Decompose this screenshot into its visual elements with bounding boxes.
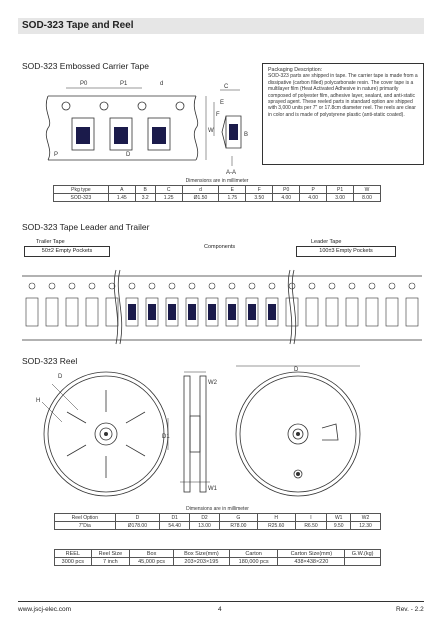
label-w: W xyxy=(208,128,214,134)
trailer-pockets: 50±2 Empty Pockets xyxy=(24,246,110,257)
table-cell xyxy=(345,558,381,566)
sprocket-hole xyxy=(149,283,155,289)
tape-pocket xyxy=(326,298,338,326)
dims1-caption: Dimensions are in millimeter xyxy=(185,178,249,184)
table-cell: W1 xyxy=(327,514,351,522)
trailer-label: Trailer Tape xyxy=(36,239,65,245)
table-cell: F xyxy=(246,186,273,194)
tape-pocket xyxy=(386,298,398,326)
reel-dimensions-table xyxy=(54,505,381,530)
table-cell: Ø178.00 xyxy=(115,522,160,530)
packaging-description-box xyxy=(262,63,424,165)
sprocket-hole xyxy=(129,283,135,289)
table-cell: 3.00 xyxy=(327,194,354,202)
dims2-caption: Dimensions are in millimeter xyxy=(186,506,249,512)
table-cell: C xyxy=(155,186,182,194)
label-p0: P0 xyxy=(80,81,88,87)
reel-label-d: D xyxy=(58,374,63,380)
tape-pocket xyxy=(26,298,38,326)
label-c: C xyxy=(224,84,229,90)
component-part xyxy=(268,304,276,320)
component-part xyxy=(128,304,136,320)
table-cell: Carton xyxy=(229,550,278,558)
label-section: A-A xyxy=(226,170,237,176)
tape-pocket xyxy=(346,298,358,326)
table-cell: 7"Dia xyxy=(55,522,116,530)
tape-pocket xyxy=(306,298,318,326)
sprocket-hole xyxy=(29,283,35,289)
leader-tape-drawing xyxy=(20,258,424,348)
table-cell: 13.00 xyxy=(190,522,220,530)
table-cell: 1.25 xyxy=(155,194,182,202)
table-cell: 3000 pcs xyxy=(55,558,92,566)
sprocket-hole xyxy=(89,283,95,289)
table-cell: Carton Size(mm) xyxy=(278,550,345,558)
reel-title: SOD-323 Reel xyxy=(22,356,78,366)
sprocket-hole xyxy=(249,283,255,289)
table-row xyxy=(55,522,381,530)
page-header xyxy=(18,18,424,34)
carrier-title: SOD-323 Embossed Carrier Tape xyxy=(22,61,149,71)
sprocket-hole xyxy=(269,283,275,289)
reel-label-h: H xyxy=(36,398,41,404)
label-b: B xyxy=(244,132,249,138)
table-cell: 1.45 xyxy=(108,194,135,202)
table-header-row xyxy=(55,550,381,558)
table-cell: W xyxy=(354,186,381,194)
table-cell: P0 xyxy=(273,186,300,194)
tape-pocket xyxy=(366,298,378,326)
table-header-row xyxy=(55,514,381,522)
table-cell: 54.40 xyxy=(160,522,190,530)
reel-drawing xyxy=(22,362,422,502)
table-cell: A xyxy=(108,186,135,194)
table-cell: REEL xyxy=(55,550,92,558)
table-cell: P xyxy=(300,186,327,194)
component-part xyxy=(248,304,256,320)
table-cell: 180,000 pcs xyxy=(229,558,278,566)
sprocket-hole xyxy=(49,283,55,289)
label-f: F xyxy=(216,112,220,118)
sprocket-hole xyxy=(369,283,375,289)
table-cell: Pkg type xyxy=(54,186,109,194)
packing-table xyxy=(54,549,381,566)
table-cell: 7 inch xyxy=(91,558,130,566)
sprocket-hole xyxy=(229,283,235,289)
table-cell: 4.00 xyxy=(300,194,327,202)
table-cell: 8.00 xyxy=(354,194,381,202)
components-label: Components xyxy=(204,244,236,250)
label-p1: P1 xyxy=(120,81,128,87)
packaging-title: Packaging Description: xyxy=(268,67,323,73)
table-cell: Ø1.50 xyxy=(182,194,219,202)
table-cell: D xyxy=(115,514,160,522)
leader-title: SOD-323 Tape Leader and Trailer xyxy=(22,222,150,232)
footer-page: 4 xyxy=(218,606,222,613)
leader-label: Leader Tape xyxy=(311,239,342,245)
footer-divider xyxy=(18,601,424,602)
sprocket-hole xyxy=(169,283,175,289)
table-cell: 12.30 xyxy=(351,522,381,530)
table-cell: Box Size(mm) xyxy=(174,550,230,558)
sprocket-hole xyxy=(349,283,355,289)
sprocket-hole xyxy=(189,283,195,289)
tape-pocket xyxy=(406,298,418,326)
table-cell: d xyxy=(182,186,219,194)
table-cell: G xyxy=(219,514,257,522)
table-cell: 3.2 xyxy=(135,194,155,202)
sprocket-hole xyxy=(209,283,215,289)
table-cell: R6.50 xyxy=(295,522,327,530)
label-e: E xyxy=(220,100,225,106)
label-p: P xyxy=(54,152,59,158)
table-cell: B xyxy=(135,186,155,194)
tape-pocket xyxy=(66,298,78,326)
table-cell: E xyxy=(219,186,246,194)
table-cell: 203×203×195 xyxy=(174,558,230,566)
table-cell: 4.00 xyxy=(273,194,300,202)
component-part xyxy=(148,304,156,320)
component-part xyxy=(188,304,196,320)
table-cell: G.W.(kg) xyxy=(345,550,381,558)
carrier-dimensions-table xyxy=(53,177,381,202)
table-row xyxy=(55,558,381,566)
component-part xyxy=(168,304,176,320)
table-cell: 1.75 xyxy=(219,194,246,202)
table-cell: R25.60 xyxy=(257,522,295,530)
sprocket-hole xyxy=(309,283,315,289)
table-cell: W2 xyxy=(351,514,381,522)
reel-label-w1: W1 xyxy=(208,486,217,492)
sprocket-hole xyxy=(329,283,335,289)
table-cell: Box xyxy=(130,550,174,558)
tape-pocket xyxy=(46,298,58,326)
reel-label-w2: W2 xyxy=(208,380,217,386)
packaging-text: SOD-323 parts are shipped in tape. The carrier tape is made from a dissipative (carbon filled) polycarbonate resin. The cover tape is a multilayer film (Heat Activated Adhesive in nature) primarily composed of polyester film, adhesive layer, sealant, and anti-static sprayed agent. These reeled parts in standard option are shipped with 3,000 units per 7" or 17.8cm diameter reel. The reels are clear in color and is made of polystyrene plastic (anti-static coated). xyxy=(268,73,418,118)
table-cell: R78.00 xyxy=(219,522,257,530)
reel-label-dtop: D xyxy=(294,367,299,373)
sprocket-hole xyxy=(389,283,395,289)
footer-url: www.jscj-elec.com xyxy=(18,606,72,613)
reel-label-d1: D1 xyxy=(162,434,170,440)
sprocket-hole xyxy=(409,283,415,289)
footer-rev: Rev. - 2.2 xyxy=(396,606,424,613)
table-cell: 9.50 xyxy=(327,522,351,530)
component-part xyxy=(228,304,236,320)
table-cell: D2 xyxy=(190,514,220,522)
tape-pocket xyxy=(86,298,98,326)
table-cell: 438×438×220 xyxy=(278,558,345,566)
leader-pockets: 100±3 Empty Pockets xyxy=(296,246,396,257)
label-d: d xyxy=(160,81,164,87)
table-cell: 3.50 xyxy=(246,194,273,202)
table-cell: 45,000 pcs xyxy=(130,558,174,566)
carrier-tape-drawing xyxy=(26,76,258,176)
table-cell: Reel Size xyxy=(91,550,130,558)
tape-pocket xyxy=(106,298,118,326)
table-cell: P1 xyxy=(327,186,354,194)
table-cell: H xyxy=(257,514,295,522)
component-part xyxy=(208,304,216,320)
table-cell: D1 xyxy=(160,514,190,522)
table-cell: Reel Option xyxy=(55,514,116,522)
page-title: SOD-323 Tape and Reel xyxy=(22,20,134,31)
sprocket-hole xyxy=(69,283,75,289)
table-cell: I xyxy=(295,514,327,522)
table-header-row xyxy=(54,186,381,194)
table-row xyxy=(54,194,381,202)
label-d1: D xyxy=(126,152,131,158)
table-cell: SOD-323 xyxy=(54,194,109,202)
